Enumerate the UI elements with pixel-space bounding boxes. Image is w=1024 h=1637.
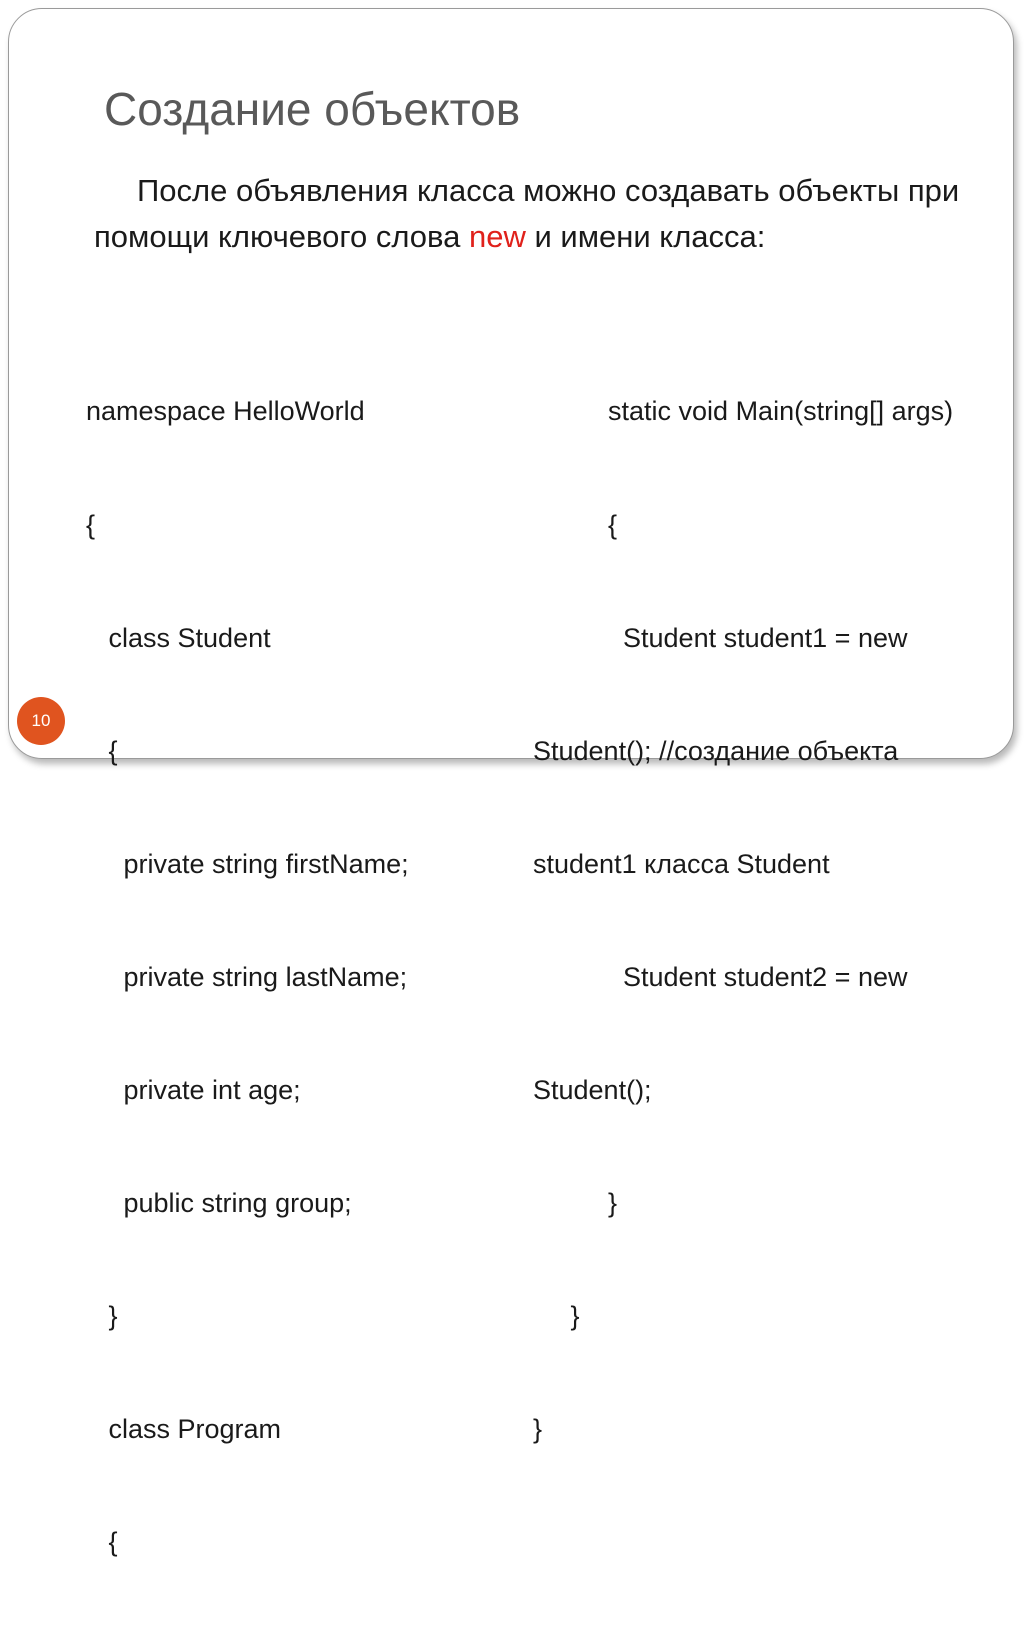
code-line: class Student [86,622,271,653]
code-line: { [86,509,96,540]
code-line: student1 класса Student [533,848,830,879]
code-line: { [533,509,618,540]
intro-text-before: После объявления класса можно создавать объекты при помощи ключевого слова [94,173,960,254]
code-line: static void Main(string[] args) [533,396,954,427]
code-line: } [533,1188,618,1219]
code-line: private string lastName; [86,961,408,992]
code-line: Student(); //создание объекта [533,735,899,766]
code-line: namespace HelloWorld [86,396,365,427]
code-line: Student student2 = new [533,961,908,992]
code-line: private string firstName; [86,848,409,879]
code-line: public string group; [86,1188,352,1219]
code-line: { [86,735,118,766]
code-line: } [533,1301,580,1332]
code-line: Student student1 = new [533,622,908,653]
intro-text-after: и имени класса: [525,219,766,254]
intro-paragraph [94,168,994,260]
code-line: private int age; [86,1074,301,1105]
code-line: Student(); [533,1074,652,1105]
slide-title: Создание объектов [104,83,521,135]
page-number-badge: 10 [17,697,65,745]
code-line: { [86,1527,118,1558]
code-line: class Program [86,1414,282,1445]
code-line: } [86,1301,118,1332]
code-block-right [533,318,953,1524]
code-line: } [533,1414,543,1445]
new-keyword: new [468,219,526,254]
code-block-left [86,318,409,1637]
